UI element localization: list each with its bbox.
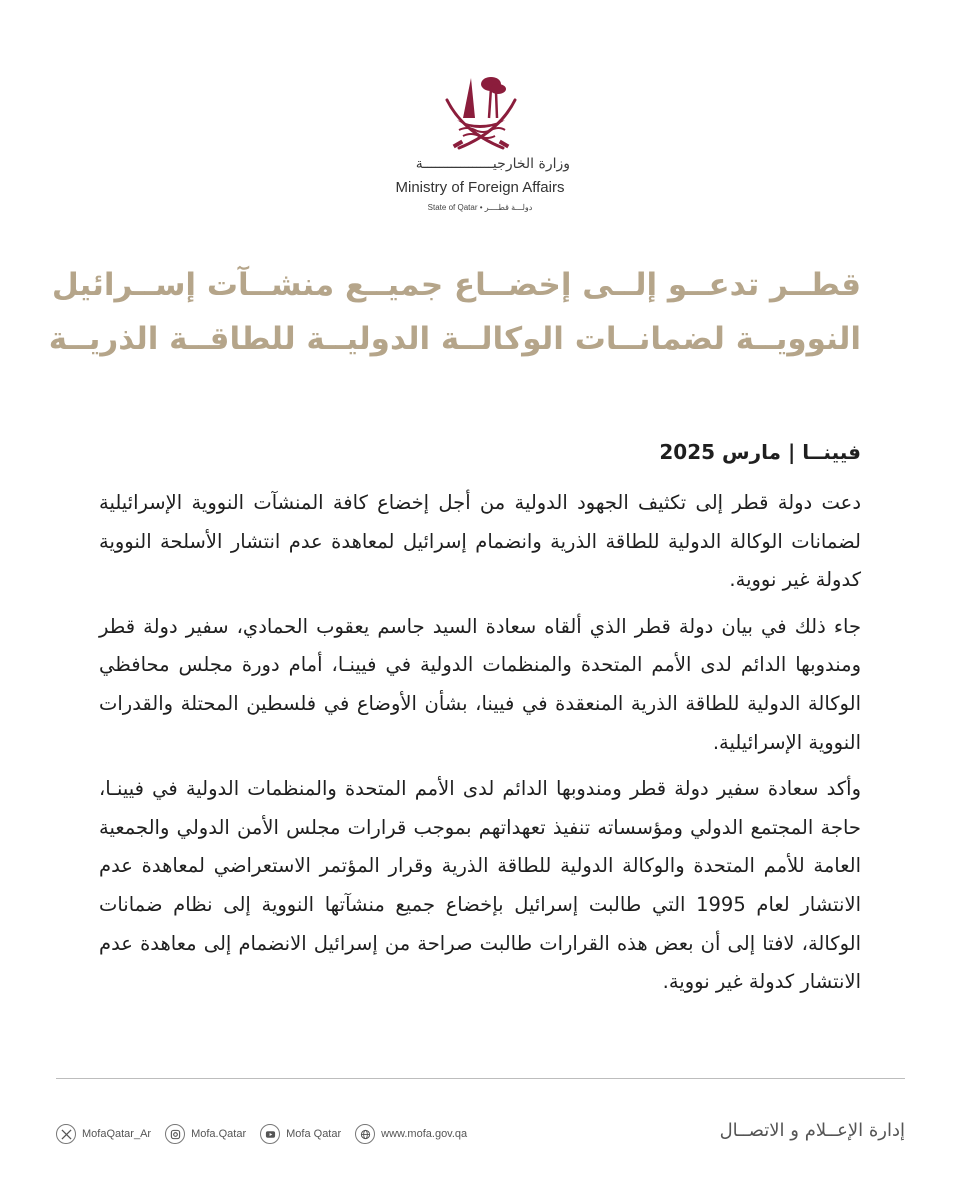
paragraph-3: وأكد سعادة سفير دولة قطر ومندوبها الدائم لدى الأمم المتحدة والمنظمات الدولية في فيينـا، حاجة المجتمع الدولي ومؤسساته تنفيذ تعهداتهم بموجب قرارات مجلس الأمن الدولي والجمعية العامة للأمم المتحدة والوكالة الدولية للطاقة الذرية وقرار المؤتمر الاستعراضي لمعاهدة عدم الانتشار لعام 1995 التي طالبت إسرائيل بإخضاع جميع منشآتها النووية إلى نظام ضمانات الوكالة، لافتا إلى أن بعض هذه القرارات طالبت صراحة من إسرائيل الانضمام إلى معاهدة عدم الانتشار كدولة غير نووية.	[99, 777, 861, 994]
dateline: فيينــا | مارس 2025	[659, 440, 861, 464]
department-name: إدارة الإعــلام و الاتصــال	[719, 1120, 905, 1141]
social-links	[56, 1122, 467, 1146]
social-link-website[interactable]	[355, 1124, 467, 1144]
social-handle-x: MofaQatar_Ar	[82, 1128, 152, 1140]
social-link-youtube[interactable]	[260, 1124, 341, 1144]
headline	[48, 258, 861, 366]
social-handle-instagram: Mofa.Qatar	[191, 1128, 247, 1140]
globe-icon	[355, 1124, 375, 1144]
state-line: State of Qatar • دولـــة قطــــر	[427, 203, 533, 212]
paragraph-2: جاء ذلك في بيان دولة قطر الذي ألقاه سعادة السيد جاسم يعقوب الحمادي، سفير دولة قطر ومندوبها الدائم لدى الأمم المتحدة والمنظمات الدولية في فيينـا، أمام دورة مجلس محافظي الوكالة الدولية للطاقة الذرية المنعقدة في فيينا، بشأن الأوضاع في فلسطين المحتلة والقدرات النووية الإسرائيلية.	[99, 614, 861, 754]
ministry-name-english: Ministry of Foreign Affairs	[395, 179, 565, 196]
footer-divider	[56, 1078, 905, 1079]
x-icon	[56, 1124, 76, 1144]
paragraph-1: دعت دولة قطر إلى تكثيف الجهود الدولية من أجل إخضاع كافة المنشآت النووية الإسرائيلية لضمانات الوكالة الدولية للطاقة الذرية وانضمام إسرائيل لمعاهدة عدم انتشار الأسلحة النووية كدولة غير نووية.	[99, 491, 861, 592]
youtube-icon	[260, 1124, 280, 1144]
article-body	[99, 484, 861, 1010]
social-link-instagram[interactable]	[165, 1124, 246, 1144]
social-handle-youtube: Mofa Qatar	[286, 1128, 342, 1140]
social-link-x[interactable]	[56, 1124, 151, 1144]
website-url: www.mofa.gov.qa	[381, 1128, 468, 1140]
headline-line-2: النوويــة لضمانــات الوكالــة الدوليــة للطاقــة الذريــة	[48, 321, 861, 357]
headline-line-1: قطــر تدعــو إلــى إخضــاع جميــع منشــآت إســرائيل	[51, 267, 861, 303]
qatar-emblem	[441, 70, 521, 152]
ministry-name-arabic: وزارة الخارجيـــــــــــــــــة	[415, 156, 570, 172]
instagram-icon	[165, 1124, 185, 1144]
